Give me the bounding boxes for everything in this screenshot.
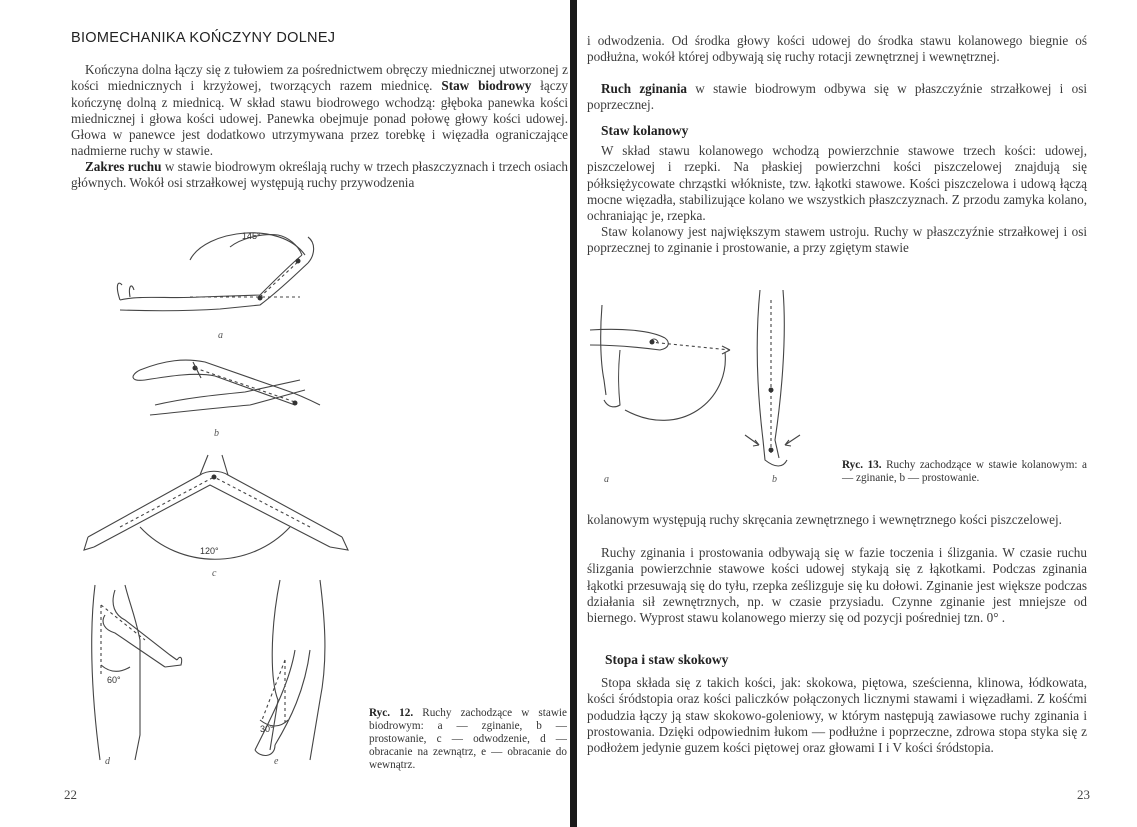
angle-label-120: 120° xyxy=(200,546,219,556)
paragraph-range-of-motion: Zakres ruchu w stawie biodrowym określają ruchy w trzech płaszczyznach i trzech osiach głównych. Wokół osi strzałkowej występują ruchy przywodzenia xyxy=(71,159,568,191)
figure-12b-hip-extension xyxy=(125,350,325,430)
paragraph-foot-structure: Stopa składa się z takich kości, jak: skokowa, piętowa, sześcienna, klinowa, łódkowata, kości śródstopia oraz kości paliczków połączonych licznymi stawami i więzadłami. Z kośćmi podudzia łączy ją staw skokowo-goleniowy, w którym następują zawiasowe ruchy zginania i prostowania. Dzięki odpowiednim łukom — podłużne i poprzeczne, zdrowa stopa styka się z podłożem jedynie guzem kości piętowej oraz głowami I i V kości śródstopia. xyxy=(587,675,1087,756)
paragraph-knee-structure: W skład stawu kolanowego wchodzą powierzchnie stawowe trzech kości: udowej, piszczelowej i rzepki. Na płaskiej powierzchni kości piszczelowej znajdują się półksiężycowate chrząstki włókniste, tzw. łąkotki stawowe. Kości piszczelowa i udową łączą mocne więzadła, stabilizujące kolano we wszystkich płaszczyznach. Z przodu zamyka kolano, ochraniając je, rzepka. xyxy=(587,143,1087,224)
page-number-right: 23 xyxy=(1077,787,1090,802)
figure-label-d: d xyxy=(105,756,110,767)
figure-13a-knee-flexion xyxy=(590,290,740,440)
subheading-foot-ankle: Stopa i staw skokowy xyxy=(605,652,729,667)
figure-label-e: e xyxy=(274,756,279,767)
figure-12c-hip-abduction xyxy=(80,455,350,565)
book-spine xyxy=(570,0,577,827)
angle-label-145: 145° xyxy=(242,231,261,241)
figure-13-label-b: b xyxy=(772,474,777,485)
figure-12a-hip-flexion xyxy=(110,225,330,325)
figure-13-caption: Ryc. 13. Ruchy zachodzące w stawie kolanowym: a — zginanie, b — prostowanie. xyxy=(842,459,1088,484)
figure-label-a: a xyxy=(218,330,223,341)
angle-label-60: 60° xyxy=(107,675,121,685)
term-range-of-motion: Zakres ruchu xyxy=(85,159,162,174)
term-hip-joint: Staw biodrowy xyxy=(441,78,532,94)
page-number-left: 22 xyxy=(64,787,77,802)
right-page xyxy=(580,0,1137,827)
figure-13b-knee-extension xyxy=(745,290,825,470)
term-flexion: Ruch zginania xyxy=(601,81,687,96)
figure-12e-internal-rotation xyxy=(240,580,340,770)
figure-label-b: b xyxy=(214,428,219,439)
figure-12-caption: Ryc. 12. Ruchy zachodzące w stawie biodrowym: a — zginanie, b — prostowanie, c — odwodzenie, d — obracanie na zewnątrz, e — obracanie do wewnątrz. xyxy=(369,707,567,771)
paragraph-hip-intro: Kończyna dolna łączy się z tułowiem za pośrednictwem obręczy miednicznej utworzonej z kości miednicznych i krzyżowej, tworzących razem miednicę. Staw biodrowy łączy kończynę dolną z miednicą. W skład stawu biodrowego wchodzą: głęboka panewka kości miednicznej i głowa kości udowej. Panewka obejmuje ponad połowę głowy kości udowej. Głowa w panewce jest dodatkowo utrzymywana przez torebkę i więzadła ograniczające nadmierne ruchy w stawie. xyxy=(71,62,569,159)
paragraph-rolling-sliding: Ruchy zginania i prostowania odbywają się w fazie toczenia i ślizgania. W czasie ruchu ślizgania powierzchnie stawowe kości udowej stykają się z łąkotkami. Podczas zginania łąkotki przesuwają się do tyłu, rzepka ześlizguje się ku dołowi. Zginanie jest większe podczas działania sił zewnętrznych, np. w czasie przysiadu. Czynne zginanie jest mniejsze od biernego. Wyprost stawu kolanowego mierzy się od pozycji pośredniej tzn. 0° . xyxy=(587,545,1087,626)
figure-12d-external-rotation xyxy=(85,585,195,765)
paragraph-tibia-rotation: kolanowym występują ruchy skręcania zewnętrznego i wewnętrznego kości piszczelowej. xyxy=(587,512,1062,527)
figure-13-label-a: a xyxy=(604,474,609,485)
subheading-knee-joint: Staw kolanowy xyxy=(601,123,689,138)
chapter-heading: BIOMECHANIKA KOŃCZYNY DOLNEJ xyxy=(71,30,336,46)
angle-label-30: 30° xyxy=(260,724,274,734)
figure-label-c: c xyxy=(212,568,217,579)
paragraph-knee-movement: Staw kolanowy jest największym stawem ustroju. Ruchy w płaszczyźnie strzałkowej i osi poprzecznej to zginanie i prostowanie, a przy zgiętym stawie xyxy=(587,224,1087,256)
paragraph-abduction-continued: i odwodzenia. Od środka głowy kości udowej do środka stawu kolanowego biegnie oś podłużna, wokół której odbywają się ruchy rotacji zewnętrznej i wewnętrznej. xyxy=(587,33,1087,65)
paragraph-flexion: Ruch zginania w stawie biodrowym odbywa się w płaszczyźnie strzałkowej i osi poprzecznej. xyxy=(587,81,1087,113)
